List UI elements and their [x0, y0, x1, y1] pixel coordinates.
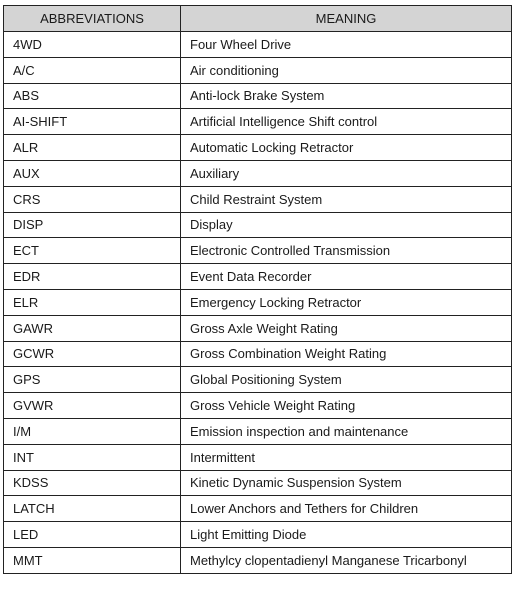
abbreviation-cell: AUX	[4, 160, 181, 186]
table-row	[4, 418, 512, 444]
abbreviation-cell: DISP	[4, 212, 181, 238]
abbreviation-cell: GAWR	[4, 315, 181, 341]
abbreviation-cell: LATCH	[4, 496, 181, 522]
meaning-cell: Methylcy clopentadienyl Manganese Tricarbonyl	[181, 547, 512, 573]
table-row	[4, 315, 512, 341]
meaning-cell: Light Emitting Diode	[181, 522, 512, 548]
table-row	[4, 32, 512, 58]
meaning-cell: Global Positioning System	[181, 367, 512, 393]
table-row	[4, 160, 512, 186]
abbreviation-cell: CRS	[4, 186, 181, 212]
meaning-cell: Air conditioning	[181, 57, 512, 83]
table-row	[4, 341, 512, 367]
table-row	[4, 264, 512, 290]
table-header	[4, 6, 512, 32]
table-row	[4, 496, 512, 522]
meaning-column-header: MEANING	[181, 6, 512, 32]
abbreviation-cell: AI-SHIFT	[4, 109, 181, 135]
abbreviation-cell: INT	[4, 444, 181, 470]
meaning-cell: Gross Axle Weight Rating	[181, 315, 512, 341]
abbreviation-cell: ECT	[4, 238, 181, 264]
table-row	[4, 186, 512, 212]
table-row	[4, 393, 512, 419]
table-row	[4, 289, 512, 315]
meaning-cell: Four Wheel Drive	[181, 32, 512, 58]
abbreviation-cell: EDR	[4, 264, 181, 290]
meaning-cell: Lower Anchors and Tethers for Children	[181, 496, 512, 522]
abbreviation-cell: GCWR	[4, 341, 181, 367]
meaning-cell: Anti-lock Brake System	[181, 83, 512, 109]
table-row	[4, 57, 512, 83]
table-body	[4, 32, 512, 574]
meaning-cell: Event Data Recorder	[181, 264, 512, 290]
table-row	[4, 212, 512, 238]
abbreviation-cell: MMT	[4, 547, 181, 573]
meaning-cell: Intermittent	[181, 444, 512, 470]
meaning-cell: Display	[181, 212, 512, 238]
meaning-cell: Artificial Intelligence Shift control	[181, 109, 512, 135]
abbreviations-table	[3, 5, 512, 574]
table-row	[4, 135, 512, 161]
table-row	[4, 83, 512, 109]
meaning-cell: Automatic Locking Retractor	[181, 135, 512, 161]
abbreviation-cell: ABS	[4, 83, 181, 109]
header-row	[4, 6, 512, 32]
table-row	[4, 367, 512, 393]
abbreviation-cell: KDSS	[4, 470, 181, 496]
abbreviation-cell: I/M	[4, 418, 181, 444]
meaning-cell: Auxiliary	[181, 160, 512, 186]
meaning-cell: Emergency Locking Retractor	[181, 289, 512, 315]
meaning-cell: Child Restraint System	[181, 186, 512, 212]
abbreviation-cell: ALR	[4, 135, 181, 161]
meaning-cell: Kinetic Dynamic Suspension System	[181, 470, 512, 496]
abbreviations-column-header: ABBREVIATIONS	[4, 6, 181, 32]
abbreviation-cell: A/C	[4, 57, 181, 83]
abbreviation-cell: GVWR	[4, 393, 181, 419]
table-row	[4, 238, 512, 264]
table-row	[4, 547, 512, 573]
abbreviation-cell: GPS	[4, 367, 181, 393]
abbreviation-cell: LED	[4, 522, 181, 548]
table-row	[4, 522, 512, 548]
abbreviation-cell: 4WD	[4, 32, 181, 58]
meaning-cell: Gross Combination Weight Rating	[181, 341, 512, 367]
meaning-cell: Gross Vehicle Weight Rating	[181, 393, 512, 419]
abbreviation-cell: ELR	[4, 289, 181, 315]
meaning-cell: Electronic Controlled Transmission	[181, 238, 512, 264]
table-row	[4, 470, 512, 496]
table-row	[4, 444, 512, 470]
table-row	[4, 109, 512, 135]
meaning-cell: Emission inspection and maintenance	[181, 418, 512, 444]
